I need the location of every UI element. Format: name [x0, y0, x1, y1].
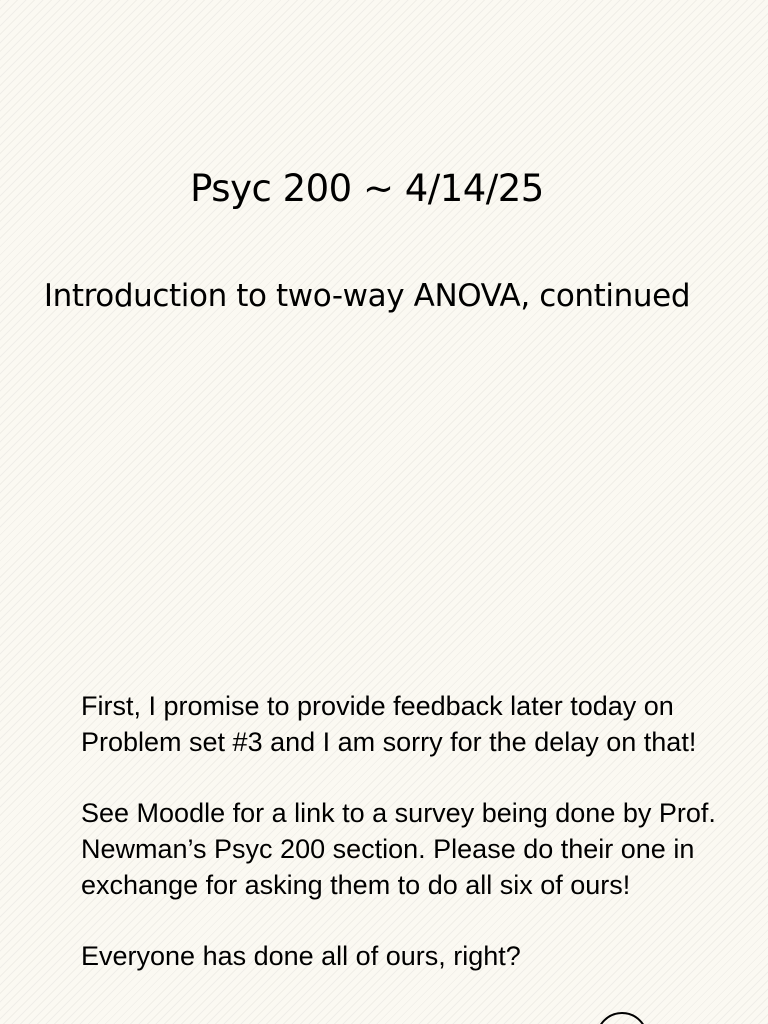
slide-body [81, 689, 721, 1010]
circle-icon [596, 1012, 648, 1024]
paragraph-question: Everyone has done all of ours, right? [81, 940, 521, 971]
paragraph-feedback: First, I promise to provide feedback later today on Problem set #3 and I am sorry for the delay on that! [81, 691, 697, 757]
paragraph-survey: See Moodle for a link to a survey being done by Prof. Newman’s Psyc 200 section. Please do their one in exchange for asking them to do all six of ours! [81, 798, 716, 900]
slide-subtitle: Introduction to two-way ANOVA, continued [43, 278, 691, 314]
slide-title: Psyc 200 ~ 4/14/25 [190, 167, 544, 210]
